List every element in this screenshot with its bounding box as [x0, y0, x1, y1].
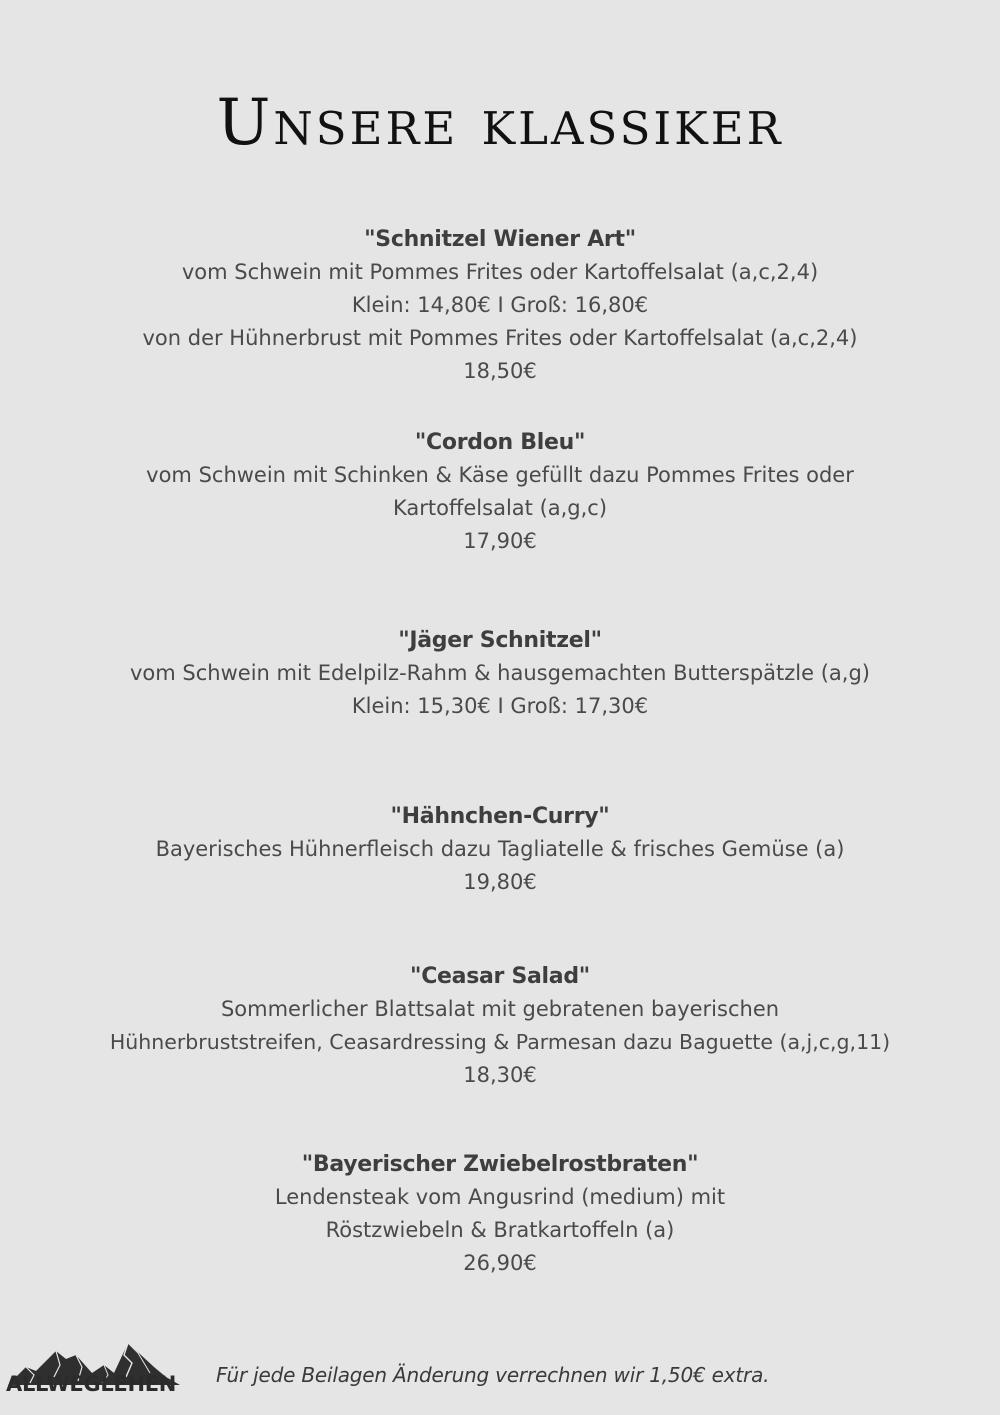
dish-description: von der Hühnerbrust mit Pommes Frites oder Kartoffelsalat (a,c,2,4): [142, 326, 858, 350]
logo-text: ALLWEGLEHEN: [6, 1372, 177, 1396]
dish-name: "Jäger Schnitzel": [398, 628, 602, 653]
dish-description: Bayerisches Hühnerfleisch dazu Tagliatelle & frisches Gemüse (a): [155, 837, 845, 861]
dish-price: 26,90€: [463, 1251, 537, 1275]
dish-name: "Hähnchen-Curry": [390, 804, 610, 829]
menu-item-jaeger-schnitzel: [0, 624, 1000, 723]
menu-item-bayerischer-zwiebelrostbraten: [0, 1148, 1000, 1280]
menu-item-haehnchen-curry: [0, 800, 1000, 899]
dish-name: "Bayerischer Zwiebelrostbraten": [301, 1152, 699, 1177]
menu-item-ceasar-salad: [0, 960, 1000, 1092]
dish-price: 19,80€: [463, 870, 537, 894]
dish-price: Klein: 14,80€ I Groß: 16,80€: [351, 293, 649, 317]
menu-item-cordon-bleu: [0, 426, 1000, 558]
dish-price: Klein: 15,30€ I Groß: 17,30€: [351, 694, 649, 718]
dish-price: 18,30€: [463, 1063, 537, 1087]
dish-description: Hühnerbruststreifen, Ceasardressing & Parmesan dazu Baguette (a,j,c,g,11): [109, 1030, 891, 1054]
dish-name: "Schnitzel Wiener Art": [364, 227, 636, 252]
dish-description: Sommerlicher Blattsalat mit gebratenen bayerischen: [220, 997, 780, 1021]
dish-description: Kartoffelsalat (a,g,c): [392, 496, 608, 520]
page-title: Unsere klassiker: [216, 86, 784, 160]
dish-name: "Cordon Bleu": [414, 430, 586, 455]
dish-description: vom Schwein mit Schinken & Käse gefüllt dazu Pommes Frites oder: [146, 463, 854, 487]
footer-note: Für jede Beilagen Änderung verrechnen wir 1,50€ extra.: [216, 1363, 770, 1387]
dish-description: Röstzwiebeln & Bratkartoffeln (a): [325, 1218, 675, 1242]
dish-name: "Ceasar Salad": [410, 964, 590, 989]
menu-item-schnitzel-wiener-art: [0, 223, 1000, 388]
dish-price: 18,50€: [463, 359, 537, 383]
dish-description: vom Schwein mit Edelpilz-Rahm & hausgemachten Butterspätzle (a,g): [130, 661, 870, 685]
dish-price: 17,90€: [463, 529, 537, 553]
dish-description: vom Schwein mit Pommes Frites oder Kartoffelsalat (a,c,2,4): [181, 260, 819, 284]
dish-description: Lendensteak vom Angusrind (medium) mit: [274, 1185, 726, 1209]
